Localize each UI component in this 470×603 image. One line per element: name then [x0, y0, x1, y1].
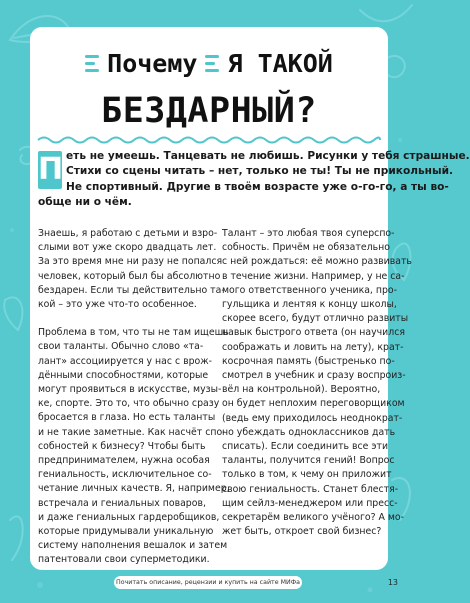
- text-line: в течение жизни. Например, у не са-: [222, 270, 405, 282]
- left-paragraph-1: [38, 227, 225, 312]
- text-line: Проблема в том, что ты не там ищешь: [38, 327, 229, 339]
- text-line: встречала и гениальных поваров,: [38, 497, 206, 509]
- buy-link[interactable]: Почитать описание, рецензии и купить на сайте МИФа: [114, 576, 302, 589]
- left-column: [38, 227, 230, 582]
- wave-divider-icon: [38, 135, 380, 145]
- leaf-icon: [10, 516, 23, 560]
- text-line: лант» ассоциируется у нас с врож-: [38, 355, 213, 367]
- text-line: скорее всего, будут отлично развиты: [222, 313, 409, 325]
- text-line: щим сейлз-менеджером или пресс-: [222, 497, 398, 509]
- text-line: человек, который был бы абсолютно: [38, 270, 221, 282]
- dash-decoration-icon: [85, 55, 99, 72]
- text-line: таланты, получится гений! Вопрос: [222, 455, 395, 467]
- text-line: которые придумывали уникальную: [38, 526, 214, 538]
- text-line: навык быстрого ответа (он научился: [222, 327, 405, 339]
- intro-line: еть не умеешь. Танцевать не любишь. Рисунки у тебя страшные.: [66, 150, 470, 162]
- text-line: предпринимателем, нужна особая: [38, 455, 210, 467]
- text-line: но убеждать одноклассников дать: [222, 426, 396, 438]
- text-line: (ведь ему приходилось неоднократ-: [222, 412, 403, 424]
- title-line-1: [30, 47, 388, 79]
- intro-paragraph: [38, 149, 470, 211]
- text-line: жет быть, откроет свой бизнес?: [222, 526, 382, 538]
- text-line: За это время мне ни разу не попался: [38, 256, 223, 268]
- text-line: с ней рождаться: её можно развивать: [222, 256, 412, 268]
- text-line: только в том, к чему он приложит: [222, 469, 392, 481]
- text-line: гульщика и лентяя к концу школы,: [222, 299, 397, 311]
- text-line: патентовали свои суперметодики.: [38, 554, 210, 566]
- text-line: ке, спорте. Это то, что обычно сразу: [38, 398, 220, 410]
- page-title: [30, 47, 388, 133]
- text-line: Знаешь, я работаю с детьми и взро-: [38, 228, 218, 239]
- text-line: вёл на контрольной). Вероятно,: [222, 384, 381, 396]
- text-line: собностей к бизнесу? Чтобы быть: [38, 440, 206, 452]
- title-word-left: Почему: [107, 48, 198, 78]
- text-line: свои таланты. Обычно слово «та-: [38, 341, 204, 353]
- text-line: гениальность, исключительное со-: [38, 469, 212, 481]
- text-line: и не такие заметные. Как насчёт спо-: [38, 426, 226, 438]
- leaf-icon: [360, 5, 412, 21]
- text-line: списать). Если соединить все эти: [222, 441, 389, 453]
- text-line: и даже гениальных гардеробщиков,: [38, 511, 220, 523]
- text-line: смотрел в учебник и сразу воспроиз-: [222, 370, 406, 382]
- text-line: секретарём великого учёного? А мо-: [222, 512, 405, 524]
- right-paragraph-1: [222, 227, 412, 539]
- text-line: слыми вот уже скоро двадцать лет.: [38, 242, 217, 254]
- leaf-icon: [4, 297, 22, 330]
- text-line: бросается в глаза. Но есть таланты: [38, 412, 216, 424]
- body-columns: [38, 227, 412, 582]
- drop-cap: П: [38, 152, 64, 187]
- intro-line: обще ни о чём.: [38, 196, 132, 209]
- text-line: соображать и ловить на лету), крат-: [222, 341, 404, 353]
- text-line: Талант – это любая твоя суперспо-: [222, 228, 395, 239]
- text-line: он будет неплохим переговорщиком: [222, 398, 405, 410]
- text-line: мого ответственного ученика, про-: [222, 284, 398, 296]
- left-paragraph-2: [38, 326, 230, 567]
- text-line: систему наполнения вешалок и затем: [38, 540, 228, 552]
- dash-decoration-icon: [205, 55, 219, 72]
- text-line: собность. Причём не обязательно: [222, 242, 390, 254]
- intro-line: Стихи со сцены читать – нет, только не ты! Ты не прикольный.: [66, 165, 454, 178]
- text-line: бездарен. Если ты действительно та-: [38, 284, 225, 296]
- page-number: 13: [387, 578, 398, 587]
- text-line: могут проявиться в искусстве, музы-: [38, 384, 222, 396]
- title-word-right: Я ТАКОЙ: [227, 48, 333, 78]
- text-line: косрочная память (быстренько по-: [222, 355, 395, 367]
- title-line-2: БЕЗДАРНЫЙ?: [101, 91, 317, 131]
- text-line: кой – это уже что-то особенное.: [38, 299, 197, 311]
- intro-line: Не спортивный. Другие в твоём возрасте уже о-го-го, а ты во-: [66, 180, 449, 193]
- text-line: свою гениальность. Станет блестя-: [222, 483, 399, 495]
- content-card: [30, 27, 470, 570]
- text-line: дёнными способностями, которые: [38, 369, 209, 381]
- text-line: четание личных качеств. Я, например,: [38, 483, 230, 495]
- right-column: [222, 227, 412, 582]
